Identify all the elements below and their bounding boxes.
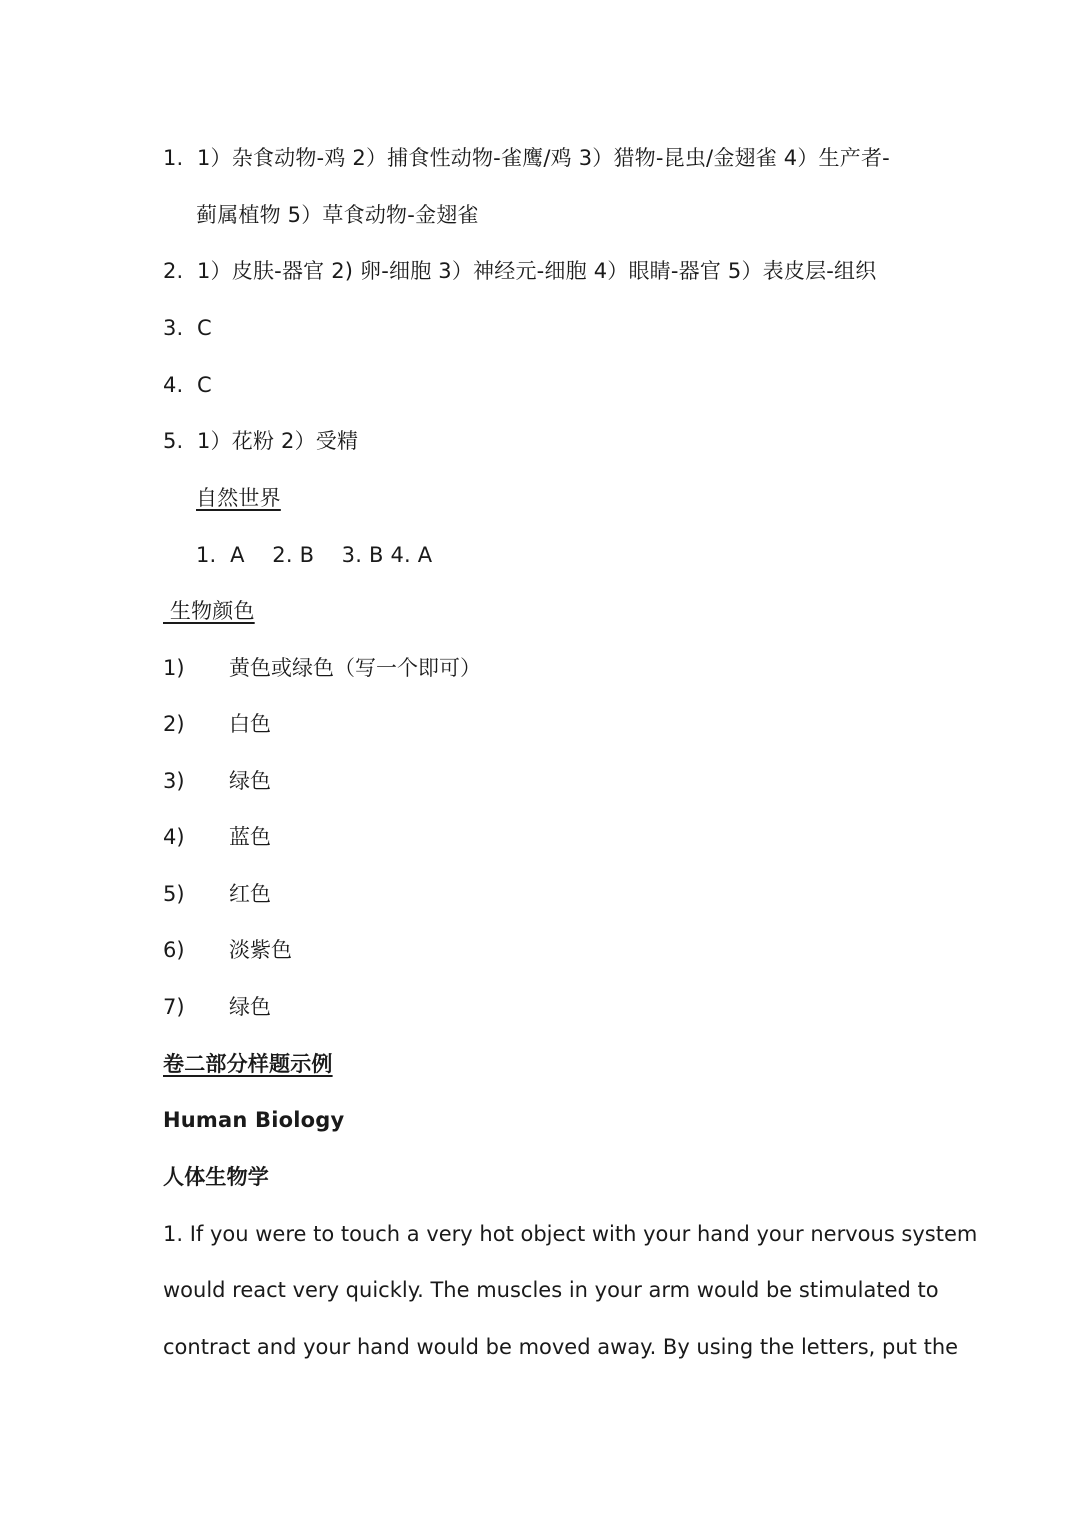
color-item-value: 绿色 <box>229 995 271 1019</box>
answer-5 <box>163 426 923 456</box>
color-item-label: 1) <box>163 656 185 680</box>
answer-4-number: 4. <box>163 373 184 397</box>
color-item-value: 红色 <box>229 882 271 906</box>
color-item-value: 白色 <box>229 712 271 736</box>
answer-5-number: 5. <box>163 429 184 453</box>
color-item-label: 6) <box>163 938 185 962</box>
natural-world-heading: 自然世界 <box>196 486 281 510</box>
answer-4-text: C <box>197 373 212 397</box>
subject-title-zh: 人体生物学 <box>163 1165 269 1189</box>
answer-5-text: 1）花粉 2）受精 <box>197 429 359 453</box>
part2-heading: 卷二部分样题示例 <box>163 1052 333 1076</box>
color-item-value: 淡紫色 <box>229 938 292 962</box>
color-item-label: 2) <box>163 712 185 736</box>
answer-3 <box>163 313 923 343</box>
question-line: would react very quickly. The muscles in your arm would be stimulated to <box>163 1278 939 1302</box>
bio-colors-heading: 生物颜色 <box>163 599 255 623</box>
answer-1-number: 1. <box>163 146 184 170</box>
natural-world-answers: 1. A 2. B 3. B 4. A <box>196 543 433 567</box>
answer-1-line-1 <box>163 143 923 173</box>
color-item-value: 绿色 <box>229 769 271 793</box>
color-item-label: 5) <box>163 882 185 906</box>
color-item-label: 3) <box>163 769 185 793</box>
answer-2 <box>163 256 923 286</box>
question-line: 1. If you were to touch a very hot object with your hand your nervous system <box>163 1222 978 1246</box>
color-item-value: 黄色或绿色（写一个即可） <box>229 656 481 680</box>
subject-title-en: Human Biology <box>163 1108 345 1132</box>
answer-4 <box>163 370 923 400</box>
answer-3-text: C <box>197 316 212 340</box>
color-item-label: 4) <box>163 825 185 849</box>
answer-3-number: 3. <box>163 316 184 340</box>
color-item-label: 7) <box>163 995 185 1019</box>
answer-1-text: 1）杂食动物-鸡 2）捕食性动物-雀鹰/鸡 3）猎物-昆虫/金翅雀 4）生产者- <box>197 146 890 170</box>
answer-1-line-2: 蓟属植物 5）草食动物-金翅雀 <box>196 203 479 227</box>
answer-2-text: 1）皮肤-器官 2) 卵-细胞 3）神经元-细胞 4）眼睛-器官 5）表皮层-组织 <box>197 259 877 283</box>
question-line: contract and your hand would be moved away. By using the letters, put the <box>163 1335 959 1359</box>
color-item-value: 蓝色 <box>229 825 271 849</box>
answer-2-number: 2. <box>163 259 184 283</box>
